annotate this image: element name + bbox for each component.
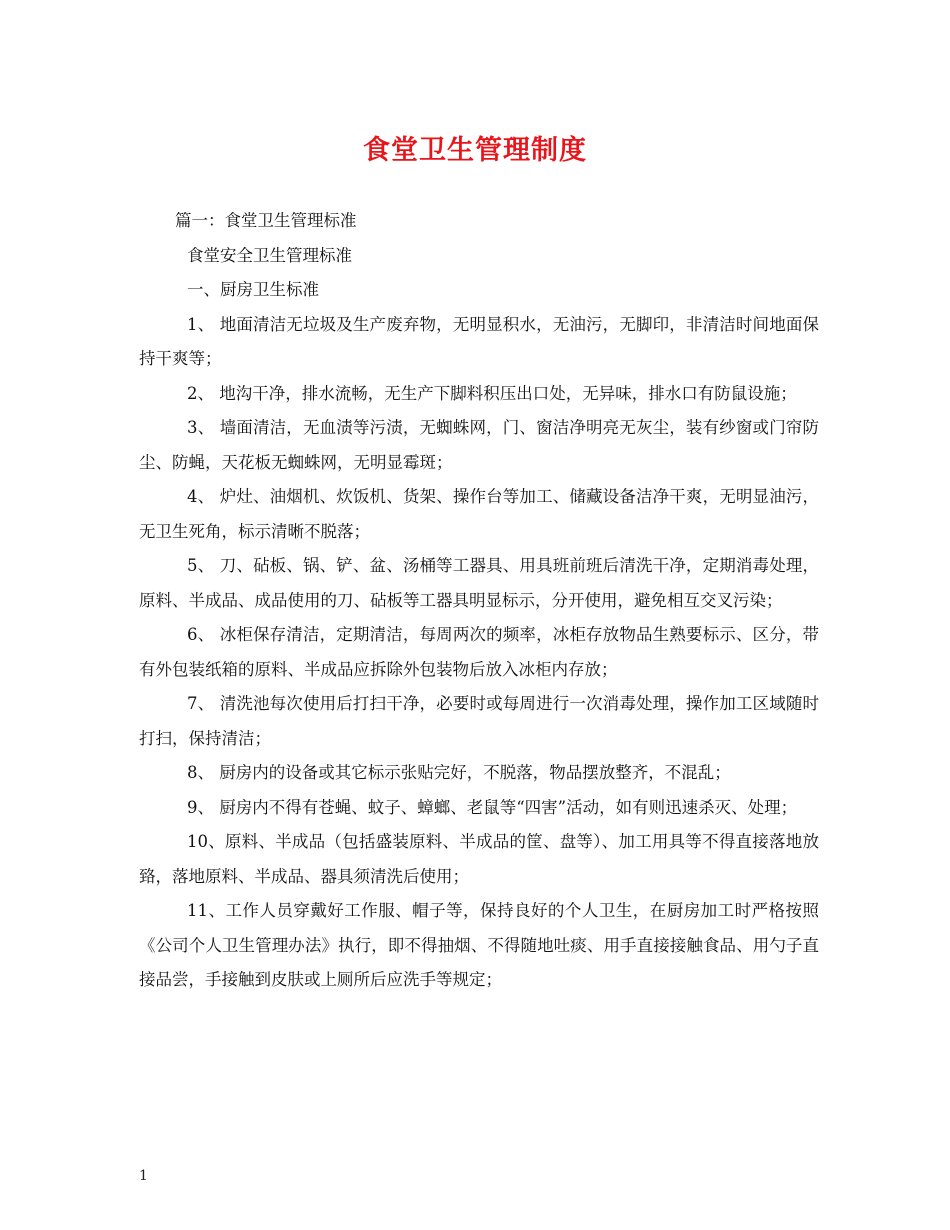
chapter-heading: 一、厨房卫生标准 — [187, 280, 319, 299]
list-item: 8、 厨房内的设备或其它标示张贴完好，不脱落，物品摆放整齐，不混乱； — [187, 763, 731, 782]
list-item: 11、工作人员穿戴好工作服、帽子等，保持良好的个人卫生，在厨房加工时严格按照《公司个人卫生管理办法》执行，即不得抽烟、不得随地吐痰、用手直接接触食品、用勺子直接品尝，手接触到皮肤或上厕所后应洗手等规定； — [139, 901, 819, 989]
document-body — [139, 204, 819, 998]
page-number: 1 — [139, 1168, 148, 1184]
list-item: 5、 刀、砧板、锅、铲、盆、汤桶等工器具、用具班前班后清洗干净，定期消毒处理，原料、半成品、成品使用的刀、砧板等工器具明显标示，分开使用，避免相互交叉污染； — [139, 556, 819, 610]
list-item: 7、 清洗池每次使用后打扫干净，必要时或每周进行一次消毒处理，操作加工区域随时打扫，保持清洁； — [139, 694, 819, 748]
list-item: 1、 地面清洁无垃圾及生产废弃物，无明显积水，无油污，无脚印，非清洁时间地面保持干爽等； — [139, 314, 819, 368]
list-item: 6、 冰柜保存清洁，定期清洁，每周两次的频率，冰柜存放物品生熟要标示、区分，带有外包装纸箱的原料、半成品应拆除外包装物后放入冰柜内存放； — [139, 625, 819, 679]
list-item: 2、 地沟干净，排水流畅，无生产下脚料积压出口处，无异味，排水口有防鼠设施； — [187, 383, 797, 403]
document-title: 食堂卫生管理制度 — [363, 135, 587, 166]
list-item: 3、 墙面清洁，无血渍等污渍，无蜘蛛网，门、窗洁净明亮无灰尘，装有纱窗或门帘防尘、防蝇，天花板无蜘蛛网，无明显霉斑； — [139, 418, 819, 472]
list-item: 9、 厨房内不得有苍蝇、蚊子、蟑螂、老鼠等“四害”活动，如有则迅速杀灭、处理； — [187, 797, 798, 817]
list-item: 4、 炉灶、油烟机、炊饭机、货架、操作台等加工、储藏设备洁净干爽，无明显油污，无卫生死角，标示清晰不脱落； — [139, 487, 819, 541]
section-heading: 食堂安全卫生管理标准 — [187, 245, 352, 265]
list-item: 10、原料、半成品（包括盛装原料、半成品的筐、盘等）、加工用具等不得直接落地放臵，落地原料、半成品、器具须清洗后使用； — [139, 832, 819, 886]
article-subtitle: 篇一：食堂卫生管理标准 — [175, 211, 357, 230]
